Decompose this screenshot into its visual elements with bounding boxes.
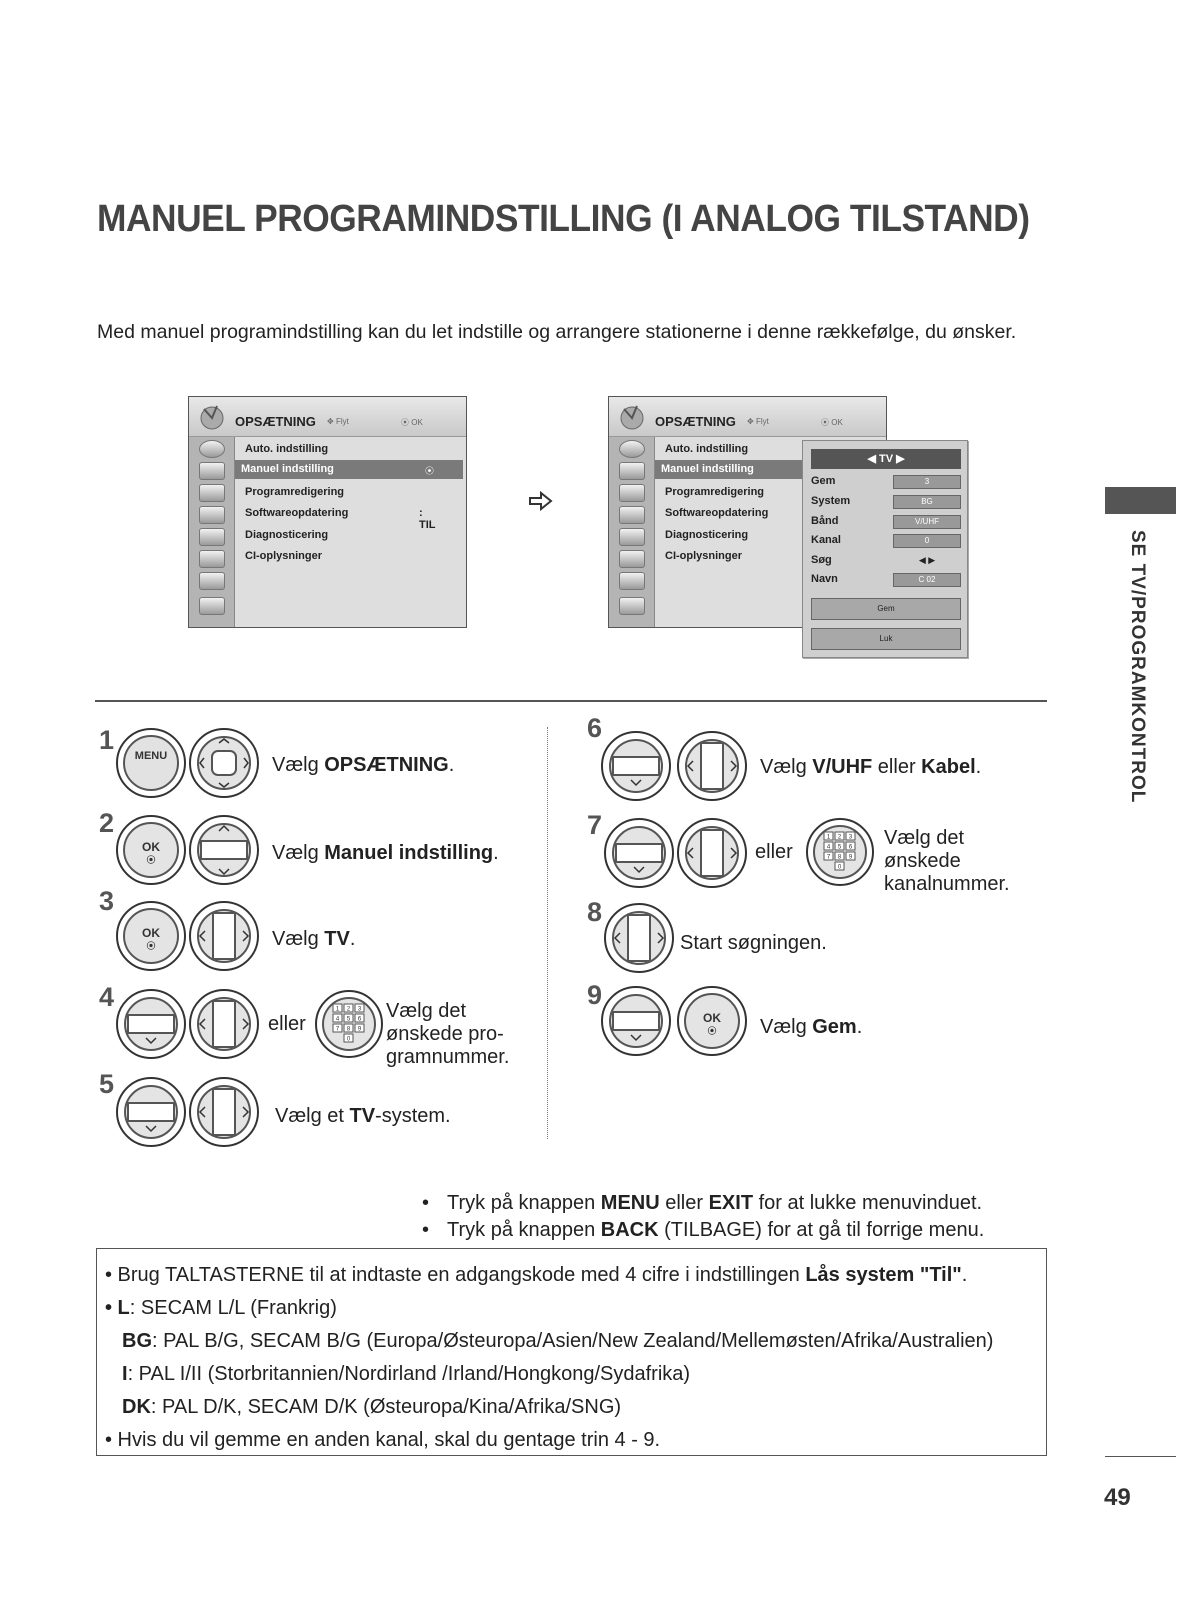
setup-menu-screen-1 xyxy=(188,396,467,628)
menu-header-title: OPSÆTNING xyxy=(235,414,316,429)
step-4-text: Vælg det ønskede pro- gramnummer. xyxy=(386,1000,510,1068)
navigation-pad-down[interactable] xyxy=(116,1077,186,1147)
or-label: eller xyxy=(755,841,793,863)
step-number: 7 xyxy=(587,810,603,840)
svg-text:0: 0 xyxy=(837,864,842,871)
or-label: eller xyxy=(268,1013,306,1035)
time-icon xyxy=(199,506,225,524)
number-keypad[interactable] xyxy=(806,818,874,886)
option-icon xyxy=(199,550,225,568)
lock-icon xyxy=(619,528,645,546)
menu-item-auto[interactable]: Auto. indstilling xyxy=(665,443,749,455)
popup-close-button[interactable]: Luk xyxy=(811,628,961,650)
step-1-text: Vælg OPSÆTNING. xyxy=(272,754,455,776)
navigation-pad-up-down[interactable] xyxy=(189,815,259,885)
menu-item-diagnostics[interactable]: Diagnosticering xyxy=(665,529,749,541)
svg-text:0: 0 xyxy=(346,1036,351,1043)
satellite-dish-icon xyxy=(617,401,647,431)
svg-text:2: 2 xyxy=(837,834,842,841)
software-update-value: : TIL xyxy=(419,507,436,531)
popup-label-name: Navn xyxy=(811,573,838,585)
svg-text:4: 4 xyxy=(335,1016,340,1023)
satellite-dish-icon xyxy=(197,401,227,431)
time-icon xyxy=(619,506,645,524)
svg-text:3: 3 xyxy=(357,1006,362,1013)
info-line: • L: SECAM L/L (Frankrig) xyxy=(105,1297,337,1319)
navigation-pad-left-right[interactable] xyxy=(677,818,747,888)
move-hint: ✥ Flyt xyxy=(747,417,769,426)
nav-down-icon xyxy=(603,988,669,1054)
popup-label-channel: Kanal xyxy=(811,534,841,546)
menu-item-manual[interactable]: Manuel indstilling xyxy=(655,460,883,479)
setup-icon xyxy=(199,440,225,458)
ok-button[interactable]: OK ⦿ xyxy=(116,901,186,971)
step-number: 8 xyxy=(587,897,603,927)
page-title: MANUEL PROGRAMINDSTILLING (I ANALOG TILSTAND) xyxy=(97,198,1030,240)
step-number: 6 xyxy=(587,713,603,743)
menu-item-program-edit[interactable]: Programredigering xyxy=(665,486,765,498)
side-tab-bar xyxy=(1105,487,1176,514)
svg-text:6: 6 xyxy=(357,1016,362,1023)
step-number: 5 xyxy=(99,1069,115,1099)
svg-text:8: 8 xyxy=(837,854,842,861)
info-line: BG: PAL B/G, SECAM B/G (Europa/Østeuropa/Asien/New Zealand/Mellemøsten/Afrika/Australien) xyxy=(122,1330,994,1352)
footer-divider xyxy=(1105,1456,1176,1457)
svg-text:6: 6 xyxy=(848,844,853,851)
popup-value-store[interactable]: 3 xyxy=(893,475,961,489)
number-keypad[interactable] xyxy=(315,990,383,1058)
svg-text:1: 1 xyxy=(826,834,831,841)
ok-button[interactable]: OK ⦿ xyxy=(677,986,747,1056)
menu-item-manual[interactable]: Manuel indstilling xyxy=(235,460,463,479)
info-line: • Brug TALTASTERNE til at indtaste en adgangskode med 4 cifre i indstillingen Lås system "Til". xyxy=(105,1264,968,1286)
step-8-text: Start søgningen. xyxy=(680,932,827,954)
usb-icon xyxy=(199,597,225,615)
nav-left-right-icon xyxy=(191,903,257,969)
popup-value-search[interactable]: ◀ ▶ xyxy=(918,555,936,565)
step-number: 2 xyxy=(99,808,115,838)
popup-label-system: System xyxy=(811,495,851,507)
navigation-pad-left-right[interactable] xyxy=(677,731,747,801)
step-3-text: Vælg TV. xyxy=(272,928,356,950)
nav-left-right-icon xyxy=(606,905,672,971)
svg-text:1: 1 xyxy=(335,1006,340,1013)
nav-left-right-icon xyxy=(679,733,745,799)
svg-text:9: 9 xyxy=(357,1026,362,1033)
audio-icon xyxy=(199,484,225,502)
step-6-text: Vælg V/UHF eller Kabel. xyxy=(760,756,982,778)
move-hint: ✥ Flyt xyxy=(327,417,349,426)
nav-left-right-icon xyxy=(191,991,257,1057)
menu-item-diagnostics[interactable]: Diagnosticering xyxy=(245,529,329,541)
navigation-pad-left-right[interactable] xyxy=(189,901,259,971)
manual-tuning-popup xyxy=(802,440,968,658)
navigation-pad[interactable] xyxy=(189,728,259,798)
popup-value-channel[interactable]: 0 xyxy=(893,534,961,548)
svg-text:3: 3 xyxy=(848,834,853,841)
picture-icon xyxy=(619,462,645,480)
menu-item-software-update[interactable]: Softwareopdatering : TIL xyxy=(245,507,436,531)
menu-item-auto[interactable]: Auto. indstilling xyxy=(245,443,329,455)
popup-title-tv[interactable]: ◀ TV ▶ xyxy=(811,449,961,469)
step-number: 1 xyxy=(99,725,115,755)
menu-item-software-update[interactable]: Softwareopdatering xyxy=(665,507,769,519)
navigation-pad-down[interactable] xyxy=(604,818,674,888)
navigation-pad-down[interactable] xyxy=(116,989,186,1059)
side-tab-label: SE TV/PROGRAMKONTROL xyxy=(1127,530,1148,804)
svg-text:4: 4 xyxy=(826,844,831,851)
info-line: DK: PAL D/K, SECAM D/K (Østeuropa/Kina/Afrika/SNG) xyxy=(122,1396,622,1418)
popup-value-system[interactable]: BG xyxy=(893,495,961,509)
menu-item-program-edit[interactable]: Programredigering xyxy=(245,486,345,498)
svg-text:9: 9 xyxy=(848,854,853,861)
menu-icon-column xyxy=(609,437,655,627)
step-number: 3 xyxy=(99,886,115,916)
intro-paragraph: Med manuel programindstilling kan du let indstille og arrangere stationerne i denne rækkefølge, du ønsker. xyxy=(97,321,1017,343)
popup-label-band: Bånd xyxy=(811,515,839,527)
page-number: 49 xyxy=(1104,1484,1131,1511)
svg-text:7: 7 xyxy=(826,854,831,861)
keypad-icon xyxy=(808,820,872,884)
svg-text:8: 8 xyxy=(346,1026,351,1033)
popup-value-name[interactable]: C 02 xyxy=(893,573,961,587)
step-7-text: Vælg det ønskede kanalnummer. xyxy=(884,827,1010,895)
option-icon xyxy=(619,550,645,568)
notes-list xyxy=(420,1190,984,1244)
menu-item-ci-info[interactable]: CI-oplysninger xyxy=(245,550,323,562)
nav-up-down-icon xyxy=(191,730,257,796)
nav-down-icon xyxy=(603,733,669,799)
column-divider xyxy=(547,727,548,1139)
input-icon xyxy=(199,572,225,590)
popup-label-store: Gem xyxy=(811,475,836,487)
usb-icon xyxy=(619,597,645,615)
step-number: 4 xyxy=(99,982,115,1012)
picture-icon xyxy=(199,462,225,480)
menu-icon-column xyxy=(189,437,235,627)
menu-item-ci-info[interactable]: CI-oplysninger xyxy=(665,550,743,562)
step-2-text: Vælg Manuel indstilling. xyxy=(272,842,499,864)
navigation-pad-left-right[interactable] xyxy=(604,903,674,973)
step-number: 9 xyxy=(587,980,603,1010)
svg-text:7: 7 xyxy=(335,1026,340,1033)
step-9-text: Vælg Gem. xyxy=(760,1016,863,1038)
nav-up-down-icon xyxy=(191,817,257,883)
navigation-pad-down[interactable] xyxy=(601,986,671,1056)
step-5-text: Vælg et TV-system. xyxy=(275,1105,451,1127)
nav-down-icon xyxy=(606,820,672,886)
navigation-pad-left-right[interactable] xyxy=(189,1077,259,1147)
menu-header-title: OPSÆTNING xyxy=(655,414,736,429)
svg-text:5: 5 xyxy=(346,1016,351,1023)
popup-label-search: Søg xyxy=(811,554,832,566)
popup-save-button[interactable]: Gem xyxy=(811,598,961,620)
nav-down-icon xyxy=(118,991,184,1057)
right-arrow-icon xyxy=(528,490,554,512)
navigation-pad-left-right[interactable] xyxy=(189,989,259,1059)
ok-button[interactable]: OK ⦿ xyxy=(116,815,186,885)
menu-header xyxy=(189,397,466,437)
audio-icon xyxy=(619,484,645,502)
info-line: • Hvis du vil gemme en anden kanal, skal du gentage trin 4 - 9. xyxy=(105,1429,661,1451)
menu-button[interactable]: MENU xyxy=(116,728,186,798)
info-line: I: PAL I/II (Storbritannien/Nordirland /Irland/Hongkong/Sydafrika) xyxy=(122,1363,691,1385)
svg-text:5: 5 xyxy=(837,844,842,851)
popup-value-band[interactable]: V/UHF xyxy=(893,515,961,529)
nav-left-right-icon xyxy=(679,820,745,886)
ok-icon: ⦿ xyxy=(425,466,435,476)
setup-icon xyxy=(619,440,645,458)
note-item: • Tryk på knappen BACK (TILBAGE) for at gå til forrige menu. xyxy=(420,1217,984,1244)
input-icon xyxy=(619,572,645,590)
ok-hint: ⦿ OK xyxy=(821,418,843,427)
note-item: • Tryk på knappen MENU eller EXIT for at lukke menuvinduet. xyxy=(420,1190,984,1217)
navigation-pad-down[interactable] xyxy=(601,731,671,801)
nav-down-icon xyxy=(118,1079,184,1145)
info-box xyxy=(96,1248,1047,1456)
nav-left-right-icon xyxy=(191,1079,257,1145)
menu-header xyxy=(609,397,886,437)
svg-text:2: 2 xyxy=(346,1006,351,1013)
section-divider xyxy=(95,700,1047,702)
lock-icon xyxy=(199,528,225,546)
ok-hint: ⦿ OK xyxy=(401,418,423,427)
keypad-icon xyxy=(317,992,381,1056)
